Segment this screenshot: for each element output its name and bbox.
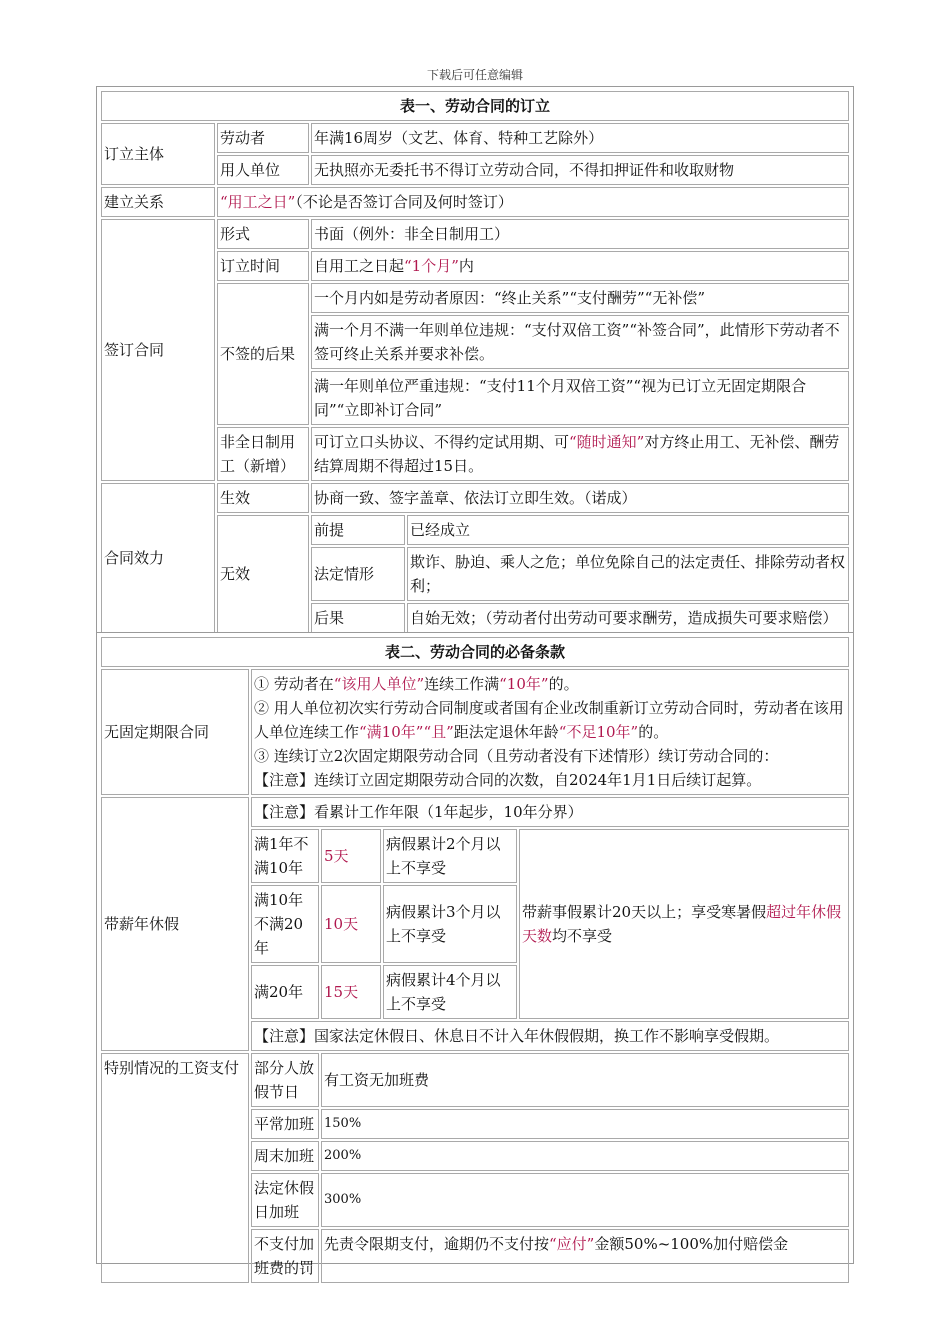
penalty-b: “应付” <box>549 1235 595 1253</box>
leave-sick-3: 病假累计4个月以上不享受 <box>383 965 517 1019</box>
table-mandatory-clauses <box>96 632 854 1277</box>
time-suffix: 内 <box>458 257 474 275</box>
l2-c: 距法定退休年龄 <box>453 723 559 741</box>
leave-days-1: 5天 <box>321 829 381 883</box>
unlimited-line-1 <box>254 672 846 696</box>
leave-range-3: 满20年 <box>251 965 319 1019</box>
download-note: 下载后可任意编辑 <box>426 68 523 82</box>
unlimited-line-4: 【注意】连续订立固定期限劳动合同的次数，自2024年1月1日后续订起算。 <box>254 771 762 789</box>
valid-label: 生效 <box>217 483 309 513</box>
leave-days-3: 15天 <box>321 965 381 1019</box>
l2-d: “不足10年” <box>558 723 639 741</box>
l2-b: “满10年”“且” <box>359 723 454 741</box>
unlimited-line-3: ③ 连续订立2次固定期限劳动合同（且劳动者没有下述情形）续订劳动合同的： <box>254 747 779 765</box>
time-label: 订立时间 <box>217 251 309 281</box>
worker-label: 劳动者 <box>217 123 309 153</box>
pay-value-1: 有工资无加班费 <box>321 1053 849 1107</box>
time-value <box>311 251 849 281</box>
penalty-item: 不支付加班费的罚 <box>251 1229 319 1283</box>
relation-highlight: “用工之日” <box>220 193 296 211</box>
side-c: 均不享受 <box>552 927 613 945</box>
time-highlight: “1个月” <box>404 257 459 275</box>
table-contract-signing <box>96 86 854 638</box>
leave-sick-1: 病假累计2个月以上不享受 <box>383 829 517 883</box>
penalty-a: 先责令限期支付，逾期仍不支付按 <box>324 1235 550 1253</box>
consequence-2: 满一个月不满一年则单位违规：“支付双倍工资”“补签合同”，此情形下劳动者不签可终止关系并要求补偿。 <box>311 315 849 369</box>
effect-label: 合同效力 <box>101 483 215 633</box>
pay-value-4: 300% <box>321 1173 849 1227</box>
side-b: 超过年休假天数 <box>522 903 842 945</box>
time-prefix: 自用工之日起 <box>314 257 405 275</box>
parttime-highlight: “随时通知” <box>569 433 645 451</box>
l2-a: ② 用人单位初次实行劳动合同制度或者国有企业改制重新订立劳动合同时，劳动者在该用人单位连续工作 <box>254 699 844 741</box>
pay-label: 特别情况的工资支付 <box>101 1053 249 1283</box>
legal-value: 欺诈、胁迫、乘人之危；单位免除自己的法定责任、排除劳动者权利； <box>407 547 849 601</box>
leave-sick-2: 病假累计3个月以上不享受 <box>383 885 517 963</box>
pay-value-3: 200% <box>321 1141 849 1171</box>
unlimited-label: 无固定期限合同 <box>101 669 249 795</box>
pay-item-3: 周末加班 <box>251 1141 319 1171</box>
premise-value: 已经成立 <box>407 515 849 545</box>
l1-e: 的。 <box>548 675 579 693</box>
l1-a: ① 劳动者在 <box>254 675 334 693</box>
leave-note-bottom: 【注意】国家法定休假日、休息日不计入年休假假期，换工作不影响享受假期。 <box>251 1021 849 1051</box>
l1-c: 连续工作满 <box>424 675 500 693</box>
consequence-1: 一个月内如是劳动者原因：“终止关系”“支付酬劳”“无补偿” <box>311 283 849 313</box>
employer-label: 用人单位 <box>217 155 309 185</box>
penalty-value <box>321 1229 849 1283</box>
legal-label: 法定情形 <box>311 547 405 601</box>
result-value: 自始无效；（劳动者付出劳动可要求酬劳，造成损失可要求赔偿） <box>407 603 849 633</box>
pay-value-2: 150% <box>321 1109 849 1139</box>
penalty-c: 金额50%~100%加付赔偿金 <box>594 1235 789 1253</box>
sign-label: 签订合同 <box>101 219 215 481</box>
side-a: 带薪事假累计20天以上；享受寒暑假 <box>522 903 767 921</box>
parttime-label: 非全日制用工（新增） <box>217 427 309 481</box>
relation-value <box>217 187 849 217</box>
pay-item-1: 部分人放假节日 <box>251 1053 319 1107</box>
consequence-3: 满一年则单位严重违规：“支付11个月双倍工资”“视为已订立无固定期限合同”“立即补订合同” <box>311 371 849 425</box>
valid-value: 协商一致、签字盖章、依法订立即生效。（诺成） <box>311 483 849 513</box>
parttime-suffix: 对方终止用工、无补偿、酬劳结算周期不得超过15日。 <box>314 433 840 475</box>
unlimited-value <box>251 669 849 795</box>
parttime-value <box>311 427 849 481</box>
subject-label: 订立主体 <box>101 123 215 185</box>
unlimited-line-2 <box>254 696 846 744</box>
l1-d: “10年” <box>499 675 549 693</box>
relation-label: 建立关系 <box>101 187 215 217</box>
pay-item-4: 法定休假日加班 <box>251 1173 319 1227</box>
leave-side-note <box>519 829 849 1019</box>
employer-value: 无执照亦无委托书不得订立劳动合同，不得扣押证件和收取财物 <box>311 155 849 185</box>
l2-e: 的。 <box>638 723 669 741</box>
invalid-label: 无效 <box>217 515 309 633</box>
leave-range-2: 满10年不满20年 <box>251 885 319 963</box>
result-label: 后果 <box>311 603 405 633</box>
pay-item-2: 平常加班 <box>251 1109 319 1139</box>
form-value: 书面（例外：非全日制用工） <box>311 219 849 249</box>
leave-note-top: 【注意】看累计工作年限（1年起步，10年分界） <box>251 797 849 827</box>
worker-value: 年满16周岁（文艺、体育、特种工艺除外） <box>311 123 849 153</box>
premise-label: 前提 <box>311 515 405 545</box>
l1-b: “该用人单位” <box>333 675 425 693</box>
leave-label: 带薪年休假 <box>101 797 249 1051</box>
consequence-label: 不签的后果 <box>217 283 309 425</box>
parttime-prefix: 可订立口头协议、不得约定试用期、可 <box>314 433 570 451</box>
table2-title: 表二、劳动合同的必备条款 <box>101 637 849 667</box>
form-label: 形式 <box>217 219 309 249</box>
relation-rest: （不论是否签订合同及何时签订） <box>295 193 513 211</box>
leave-range-1: 满1年不满10年 <box>251 829 319 883</box>
leave-days-2: 10天 <box>321 885 381 963</box>
table1-title: 表一、劳动合同的订立 <box>101 91 849 121</box>
